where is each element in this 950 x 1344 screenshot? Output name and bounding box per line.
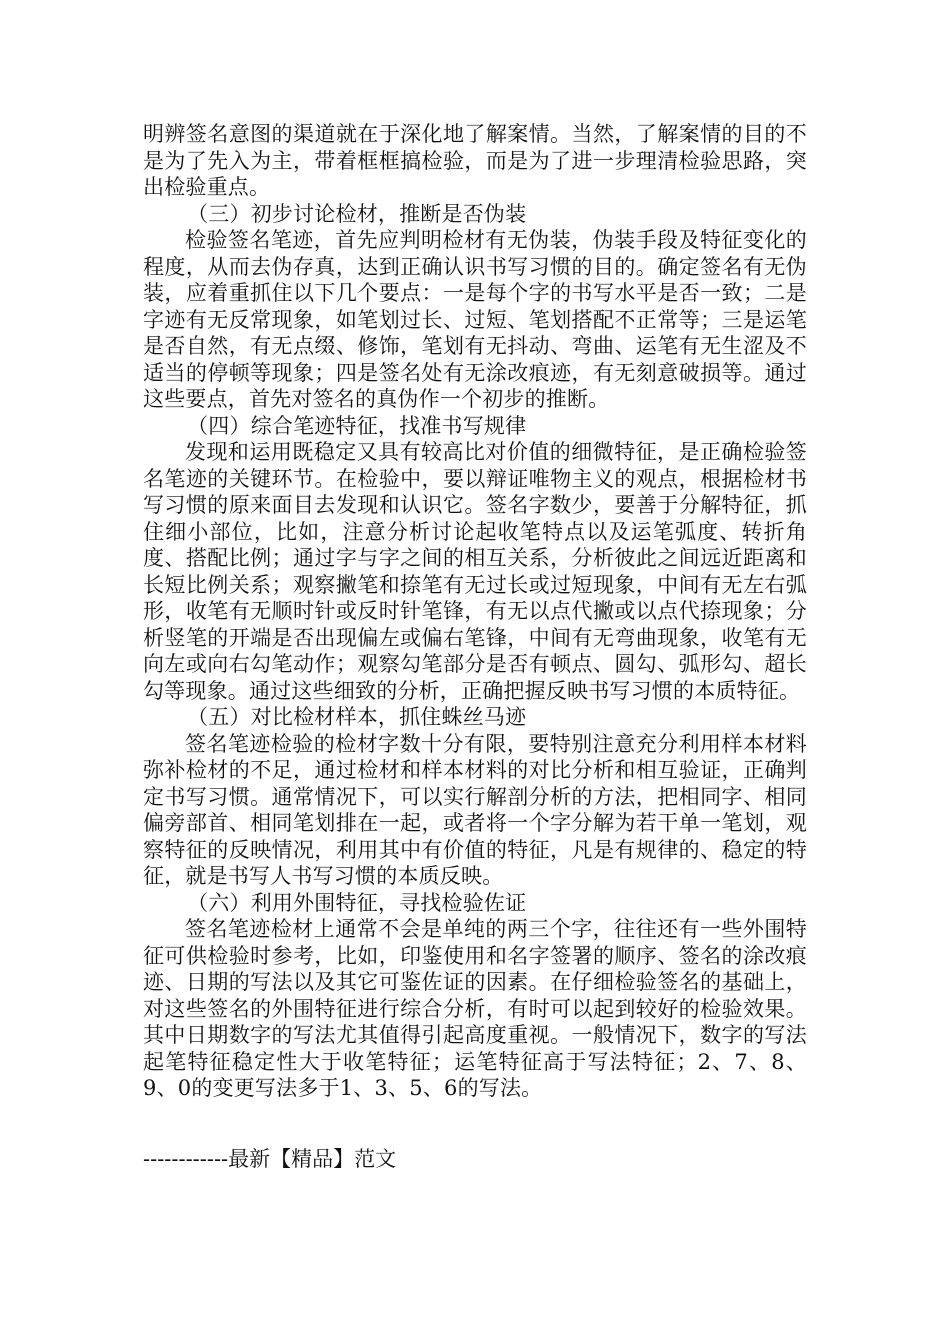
paragraph-section-6: 签名笔迹检材上通常不会是单纯的两三个字，往往还有一些外围特征可供检验时参考，比如，印鉴使用和名字签署的顺序、签名的涂改痕迹、日期的写法以及其它可鉴佐证的因素。在仔细检验签名的基础上，对这些签名的外围特征进行综合分析，有时可以起到较好的检验效果。其中日期数字的写法尤其值得引起高度重视。一般情况下，数字的写法起笔特征稳定性大于收笔特征；运笔特征高于写法特征；2、7、8、9、0的变更写法多于1、3、5、6的写法。 <box>143 917 807 1100</box>
section-heading-5: （五）对比检材样本，抓住蛛丝马迹 <box>187 705 527 729</box>
paragraph-continuation: 明辨签名意图的渠道就在于深化地了解案情。当然，了解案情的目的不是为了先入为主，带着框框搞检验，而是为了进一步理清检验思路，突出检验重点。 <box>143 122 807 199</box>
paragraph-section-4: 发现和运用既稳定又具有较高比对价值的细微特征，是正确检验签名笔迹的关键环节。在检验中，要以辩证唯物主义的观点，根据检材书写习惯的原来面目去发现和认识它。签名字数少，要善于分解特征，抓住细小部位，比如，注意分析讨论起收笔特点以及运笔弧度、转折角度、搭配比例；通过字与字之间的相互关系，分析彼此之间远近距离和长短比例关系；观察撇笔和捺笔有无过长或过短现象，中间有无左右弧形，收笔有无顺时针或反时针笔锋，有无以点代撇或以点代捺现象；分析竖笔的开端是否出现偏左或偏右笔锋，中间有无弯曲现象，收笔有无向左或向右勾笔动作；观察勾笔部分是否有顿点、圆勾、弧形勾、超长勾等现象。通过这些细致的分析，正确把握反映书写习惯的本质特征。 <box>143 440 807 703</box>
section-heading-6: （六）利用外围特征，寻找检验佐证 <box>187 890 527 915</box>
paragraph-section-3: 检验签名笔迹，首先应判明检材有无伪装，伪装手段及特征变化的程度，从而去伪存真，达到正确认识书写习惯的目的。确定签名有无伪装，应着重抓住以下几个要点：一是每个字的书写水平是否一致；二是字迹有无反常现象，如笔划过长、过短、笔划搭配不正常等；三是运笔是否自然，有无点缀、修饰，笔划有无抖动、弯曲、运笔有无生涩及不适当的停顿等现象；四是签名处有无涂改痕迹，有无刻意破损等。通过这些要点，首先对签名的真伪作一个初步的推断。 <box>143 228 807 411</box>
page-footer: ------------最新【精品】范文 <box>143 1147 397 1171</box>
document-body <box>143 121 807 1102</box>
section-heading-3: （三）初步讨论检材，推断是否伪装 <box>187 201 527 226</box>
paragraph-section-5: 签名笔迹检验的检材字数十分有限，要特别注意充分利用样本材料弥补检材的不足，通过检材和样本材料的对比分析和相互验证，正确判定书写习惯。通常情况下，可以实行解剖分析的方法，把相同字、相同偏旁部首、相同笔划排在一起，或者将一个字分解为若干单一笔划，观察特征的反映情况，利用其中有价值的特征，凡是有规律的、稳定的特征，就是书写人书写习惯的本质反映。 <box>143 731 807 888</box>
section-heading-4: （四）综合笔迹特征，找准书写规律 <box>187 413 527 438</box>
